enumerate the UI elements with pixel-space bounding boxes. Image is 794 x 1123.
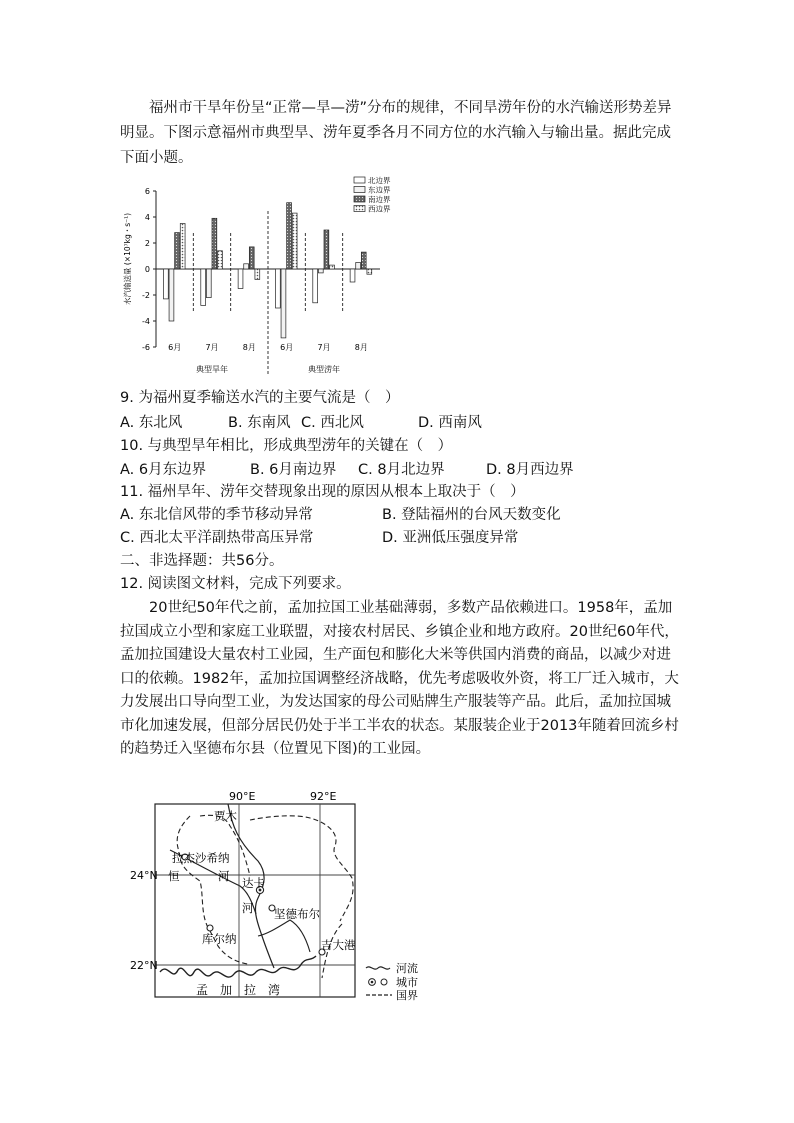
legend-river-symbol xyxy=(366,967,390,969)
bar-西边界-涝年6月 xyxy=(292,213,297,269)
q12-paragraph: 20世纪50年代之前，孟加拉国工业基础薄弱，多数产品依赖进口。1958年，孟加拉国成立小型和家庭工业联盟，对接农村居民、乡镇企业和地方政府。20世纪60年代，孟加拉国建设大量农村工业园，生产面包和膨化大米等供国内消费的商品，以减少对进口的依赖。1982年，孟加拉国调整经济战略，优先考虑吸收外资，将工厂迁入城市，大力发展出口导向型工业，为发达国家的母公司贴牌生产服装等产品。此后，孟加拉国城市化加速发展，但部分居民仍处于半工半农的状态。某服装企业于2013年随着回流乡村的趋势迁入坚德布尔县（位置见下图)的工业园。 xyxy=(120,600,679,757)
city-label-rajshahi: 拉杰沙希纳 xyxy=(172,851,230,865)
chart-y-tick-label: -2 xyxy=(142,291,150,300)
bar-南边界-涝年7月 xyxy=(324,230,329,269)
q10-option-b[interactable]: B. 6月南边界 xyxy=(250,462,337,478)
lat-22-label: 22°N xyxy=(130,959,158,972)
intro-paragraph: 福州市干旱年份呈“正常—旱—涝”分布的规律，不同旱涝年份的水汽输送形势差异明显。下图示意福州市典型旱、涝年夏季各月不同方位的水汽输入与输出量。据此完成下面小题。 xyxy=(120,100,672,166)
vapor-chart xyxy=(118,175,408,385)
q10-option-c[interactable]: C. 8月北边界 xyxy=(358,462,445,478)
chart-y-label: 水汽输送量 (×10⁷kg・s⁻¹) xyxy=(123,212,132,306)
chart-group-label: 典型涝年 xyxy=(308,365,340,374)
q11-option-b[interactable]: B. 登陆福州的台风天数变化 xyxy=(382,507,561,523)
city-label-chandpur: 坚德布尔 xyxy=(274,907,320,921)
bar-北边界-旱年7月 xyxy=(201,269,206,305)
bar-北边界-旱年8月 xyxy=(238,269,243,289)
bar-西边界-旱年6月 xyxy=(180,224,185,270)
q9-option-a[interactable]: A. 东北风 xyxy=(120,415,183,431)
chart-y-tick-label: 2 xyxy=(144,239,150,248)
coastline xyxy=(160,956,316,977)
q10-option-d[interactable]: D. 8月西边界 xyxy=(486,462,574,478)
bar-北边界-旱年6月 xyxy=(163,269,168,299)
chart-month-label: 6月 xyxy=(168,343,182,352)
chart-y-tick-label: 6 xyxy=(144,187,150,196)
chart-y-tick-label: 0 xyxy=(144,265,150,274)
legend-river-label: 河流 xyxy=(396,962,418,975)
bar-东边界-旱年8月 xyxy=(244,264,249,269)
chart-y-tick-label: 4 xyxy=(144,213,150,222)
q11-option-c[interactable]: C. 西北太平洋副热带高压异常 xyxy=(120,530,314,546)
q9-option-b[interactable]: B. 东南风 xyxy=(228,415,291,431)
chart-legend-label: 北边界 xyxy=(368,176,391,185)
river-label-he-1: 河 xyxy=(218,869,230,883)
river-label-heng: 恒 xyxy=(168,869,180,883)
bar-东边界-涝年7月 xyxy=(318,269,323,273)
chart-group-label: 典型旱年 xyxy=(196,365,228,374)
city-label-khulna: 库尔纳 xyxy=(202,932,237,946)
city-label-chittagong: 吉大港 xyxy=(321,938,356,952)
lon-90-label: 90°E xyxy=(229,790,256,803)
q10-option-a[interactable]: A. 6月东边界 xyxy=(120,462,207,478)
lon-92-label: 92°E xyxy=(310,790,337,803)
legend-border-label: 国界 xyxy=(396,989,418,1002)
bar-东边界-涝年6月 xyxy=(281,269,286,338)
bay-label: 孟 加 拉 湾 xyxy=(196,983,281,997)
chart-legend-swatch xyxy=(354,187,365,193)
q10-stem: 10. 与典型旱年相比，形成典型涝年的关键在（ ） xyxy=(120,438,453,454)
bar-北边界-涝年7月 xyxy=(313,269,318,303)
legend-capital-dot xyxy=(371,981,374,984)
bar-南边界-旱年7月 xyxy=(212,218,217,269)
chart-month-label: 8月 xyxy=(354,343,368,352)
chart-legend-label: 东边界 xyxy=(368,185,391,195)
q9-option-c[interactable]: C. 西北风 xyxy=(301,415,364,431)
bangladesh-map xyxy=(130,786,430,1006)
bar-东边界-旱年6月 xyxy=(169,269,174,321)
bar-南边界-旱年6月 xyxy=(175,233,180,269)
bar-北边界-涝年8月 xyxy=(350,269,355,282)
q12-stem: 12. 阅读图文材料，完成下列要求。 xyxy=(120,576,351,592)
chart-legend-swatch xyxy=(354,177,365,183)
legend-city-label: 城市 xyxy=(396,976,418,989)
bar-南边界-旱年8月 xyxy=(249,247,254,269)
chart-month-label: 6月 xyxy=(280,343,294,352)
legend-city-symbol xyxy=(381,979,387,985)
chart-y-tick-label: -4 xyxy=(142,317,150,326)
bar-东边界-涝年8月 xyxy=(356,263,361,270)
bar-西边界-旱年7月 xyxy=(218,251,223,269)
bar-西边界-涝年8月 xyxy=(367,269,372,274)
city-khulna-marker xyxy=(207,925,213,931)
section-2-heading: 二、非选择题：共56分。 xyxy=(120,553,284,569)
bar-南边界-涝年6月 xyxy=(287,203,292,269)
bar-西边界-涝年7月 xyxy=(330,265,335,269)
map-frame xyxy=(155,804,355,997)
q11-stem: 11. 福州旱年、涝年交替现象出现的原因从根本上取决于（ ） xyxy=(120,484,525,500)
q9-option-d[interactable]: D. 西南风 xyxy=(418,415,482,431)
chart-legend-swatch xyxy=(354,196,365,202)
chart-legend-label: 南边界 xyxy=(368,195,391,204)
river-label-jiamu: 贾木 xyxy=(214,809,237,823)
chart-y-tick-label: -6 xyxy=(142,343,150,352)
chart-legend-swatch xyxy=(354,206,365,212)
bar-东边界-旱年7月 xyxy=(206,269,211,298)
river-label-he-2: 河 xyxy=(242,901,254,915)
bar-北边界-涝年6月 xyxy=(275,269,280,308)
q11-option-d[interactable]: D. 亚洲低压强度异常 xyxy=(382,530,519,546)
chart-month-label: 7月 xyxy=(205,343,219,352)
bar-南边界-涝年8月 xyxy=(361,252,366,269)
city-label-dhaka: 达卡 xyxy=(242,876,265,890)
lat-24-label: 24°N xyxy=(130,869,158,882)
q9-stem: 9. 为福州夏季输送水汽的主要气流是（ ） xyxy=(120,390,400,406)
q11-option-a[interactable]: A. 东北信风带的季节移动异常 xyxy=(120,507,313,523)
chart-month-label: 7月 xyxy=(317,343,331,352)
chart-month-label: 8月 xyxy=(242,343,256,352)
national-border xyxy=(177,815,353,978)
bar-西边界-旱年8月 xyxy=(255,269,260,279)
chart-legend-label: 西边界 xyxy=(368,204,391,214)
